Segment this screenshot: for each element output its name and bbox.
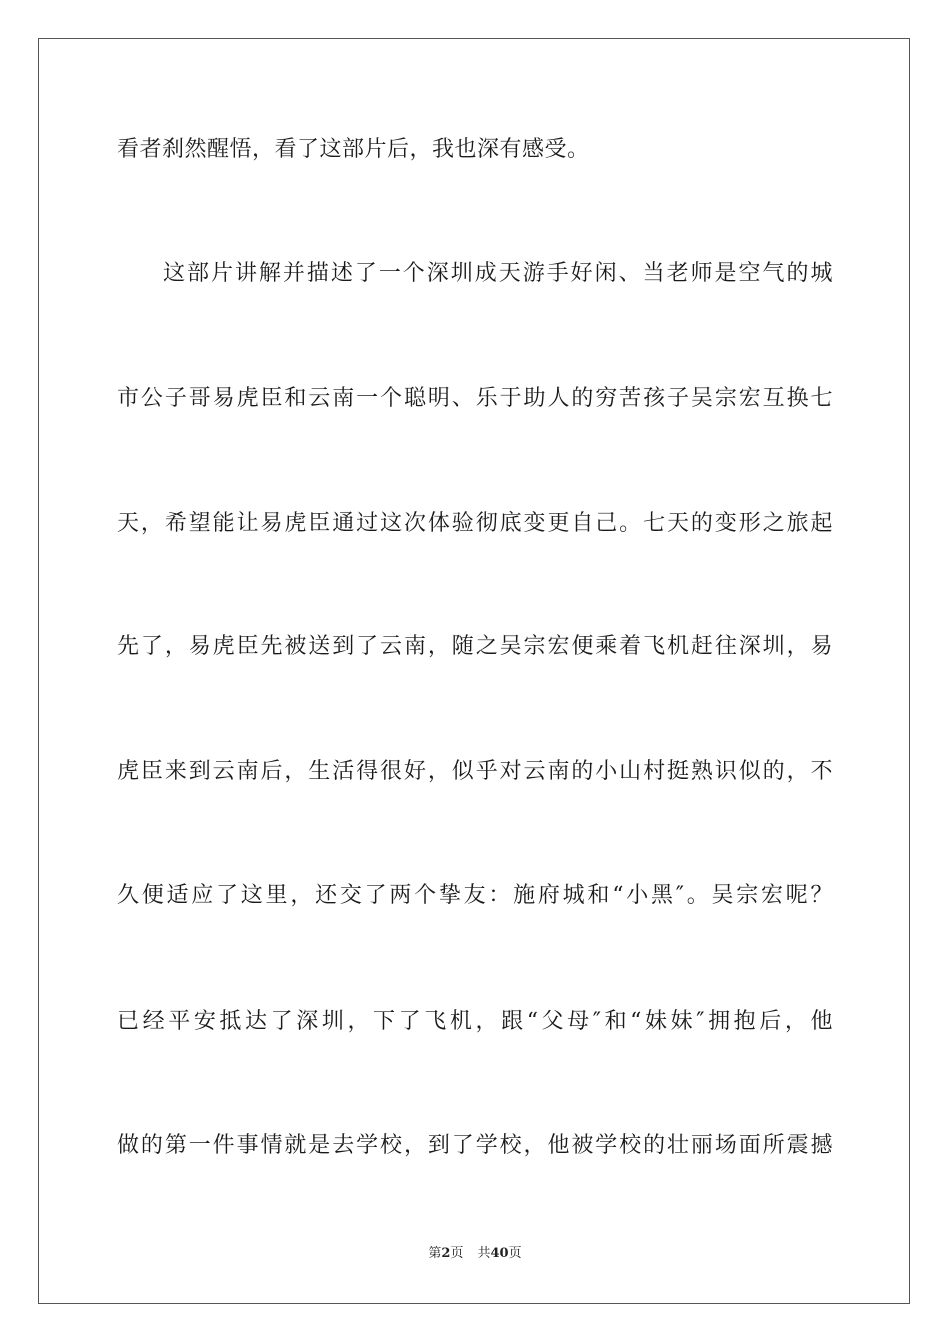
text-line-8: 已经平安抵达了深圳，下了飞机，跟“父母″和“妹妹″拥抱后，他 — [117, 1009, 833, 1034]
total-suffix: 页 — [508, 1246, 522, 1261]
total-pages: 40 — [490, 1246, 509, 1261]
text-line-4: 天，希望能让易虎臣通过这次体验彻底变更自己。七天的变形之旅起 — [117, 511, 833, 536]
page-footer — [0, 1245, 950, 1263]
page-suffix: 页 — [450, 1246, 464, 1261]
page-number: 2 — [441, 1246, 451, 1261]
page-border — [38, 38, 910, 1304]
text-line-3: 市公子哥易虎臣和云南一个聪明、乐于助人的穷苦孩子吴宗宏互换七 — [117, 386, 833, 411]
text-line-9: 做的第一件事情就是去学校，到了学校，他被学校的壮丽场面所震撼 — [117, 1133, 833, 1158]
total-prefix: 共 — [477, 1246, 491, 1261]
text-line-7: 久便适应了这里，还交了两个挚友：施府城和“小黑″。吴宗宏呢？ — [117, 883, 833, 908]
text-line-2: 这部片讲解并描述了一个深圳成天游手好闲、当老师是空气的城 — [163, 261, 833, 286]
page-prefix: 第 — [428, 1246, 442, 1261]
text-line-6: 虎臣来到云南后，生活得很好，似乎对云南的小山村挺熟识似的，不 — [117, 759, 833, 784]
text-line-5: 先了，易虎臣先被送到了云南，随之吴宗宏便乘着飞机赶往深圳，易 — [117, 634, 833, 659]
text-line-1: 看者刹然醒悟，看了这部片后，我也深有感受。 — [117, 137, 590, 162]
